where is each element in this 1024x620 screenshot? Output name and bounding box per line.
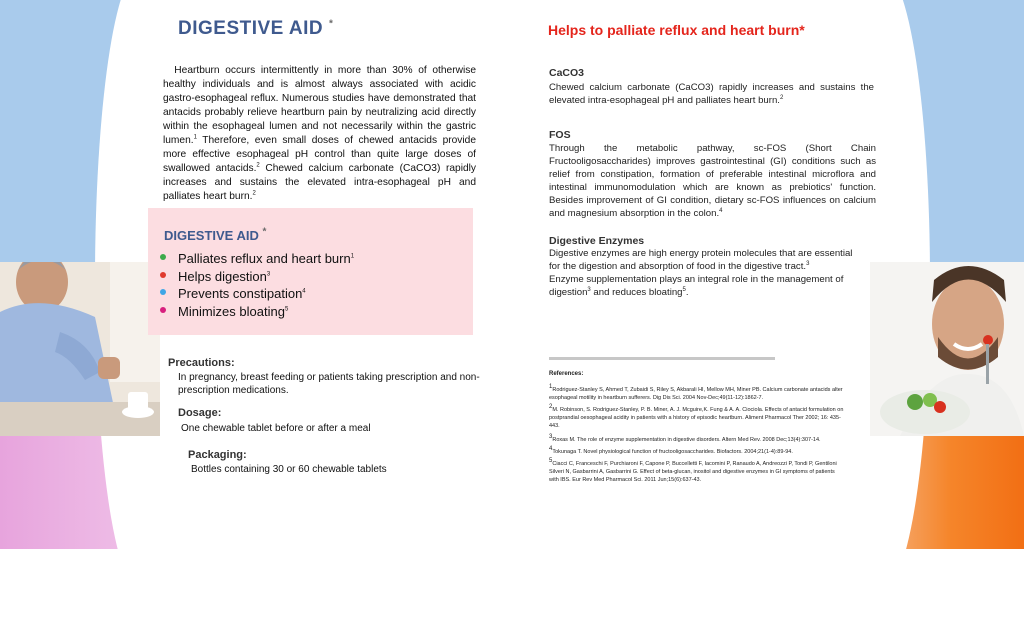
dosage-title: Dosage: — [178, 407, 222, 419]
caco3-title: CaCO3 — [549, 67, 585, 79]
packaging-title: Packaging: — [188, 449, 247, 461]
reference-item: $^3$Roxas M. The role of enzyme supplementation in digestive disorders. Altern Med Rev. 2008 Dec;13(4):307-14. — [549, 434, 821, 443]
list-item: Prevents constipation$^4$ — [158, 285, 354, 303]
fos-text: Through the metabolic pathway, sc-FOS (Short Chain Fructooligosaccharides) improves gastrointestinal (GI) conditions such as relief from constipation, formation of preferable intestinal microflora and intestinal immunomodulation which are known as prebiotics' function. Besides improvement of GI condition, dietary sc-FOS influences on calcium and magnesium absorption in the colon.$^4$ — [549, 143, 876, 219]
divider — [549, 357, 775, 360]
intro-paragraph: Heartburn occurs intermittently in more than 30% of otherwise healthy individuals and is almost always associated with acidic gastro-esophageal reflux. Numerous studies have demonstrated that antacids probably relieve heartburn pain by neutralizing acid directly within the esophageal lumen and not necessarily within the gastric lumen.$^1$ Therefore, even small doses of chewed antacids provide more effective esophageal pH control than quite large doses of swallowed antacids.$^2$ Chewed calcium carbonate (CaCO3) rapidly increases and sustains the elevated intra-esophageal pH and palliates heart burn.$^2$ — [163, 65, 476, 202]
bullet-dot — [160, 254, 166, 260]
photo-man-heartburn — [0, 262, 160, 436]
references-title: References: — [549, 371, 584, 377]
benefits-title: DIGESTIVE AID * — [164, 226, 267, 243]
reference-item: $^4$Tokunaga T. Novel physiological function of fructooligosaccharides. Biofactors. 2004;21(1-4):89-94. — [549, 446, 793, 455]
enzymes-text: Digestive enzymes are high energy protein molecules that are essential for the digestion and absorption of food in the digestive tract.$^3$ Enzyme supplementation plays an integral role in the management of digestion$^3$ and reduces bloating$^5$. — [549, 248, 853, 298]
list-item: Minimizes bloating$^5$ — [158, 303, 354, 321]
list-item: Palliates reflux and heart burn$^1$ — [158, 250, 354, 268]
precautions-title: Precautions: — [168, 357, 235, 369]
list-item: Helps digestion$^3$ — [158, 268, 354, 286]
photo-man-eating-salad — [870, 262, 1024, 436]
fos-title: FOS — [549, 129, 571, 141]
bullet-dot — [160, 289, 166, 295]
precautions-text: In pregnancy, breast feeding or patients taking prescription and non-prescription medications. — [178, 372, 480, 396]
dosage-text: One chewable tablet before or after a meal — [181, 423, 371, 434]
right-heading: Helps to palliate reflux and heart burn* — [548, 22, 805, 38]
reference-item: $^5$Ciacci C, Franceschi F, Purchiaroni F, Capone P, Buccelletti F, Iacomini P, Ranaudo A, Andreozzi P, Tondi P, Gentiloni Silveri N, Gasbarrini A, Gasbarrini G. Effect of beta-glucan, inositol and digestive enzymes in GI symptoms of patients with IBS. Eur Rev Med Pharmacol Sci. 2011 Jun;15(6):637-43. — [549, 458, 837, 483]
bullet-dot — [160, 307, 166, 313]
reference-item: $^1$Rodriguez-Stanley S, Ahmed T, Zubaidi S, Riley S, Akbarali HI, Mellow MH, Miner PB. Calcium carbonate antacids alter esophageal motility in heartburn sufferers. Dig Dis Sci. 2004 Nov-Dec;49(11-12):1862-7. — [549, 384, 843, 401]
benefits-list — [158, 250, 354, 320]
bullet-dot — [160, 272, 166, 278]
page-title: DIGESTIVE AID * — [178, 18, 334, 39]
enzymes-title: Digestive Enzymes — [549, 235, 645, 247]
packaging-text: Bottles containing 30 or 60 chewable tablets — [191, 464, 387, 475]
reference-item: $^2$M. Robinson, S. Rodriguez-Stanley, P. B. Miner, A. J. Mcguire,K. Fung & A. A. Ciociola. Effects of antacid formulation on postprandial oesophageal acidity in patients with a history of episodic heartburn. Aliment Pharmacol Ther 2002; 16: 435-443. — [549, 404, 844, 429]
caco3-text: Chewed calcium carbonate (CaCO3) rapidly increases and sustains the elevated intra-esophageal pH and palliates heart burn.$^2$ — [549, 82, 874, 106]
